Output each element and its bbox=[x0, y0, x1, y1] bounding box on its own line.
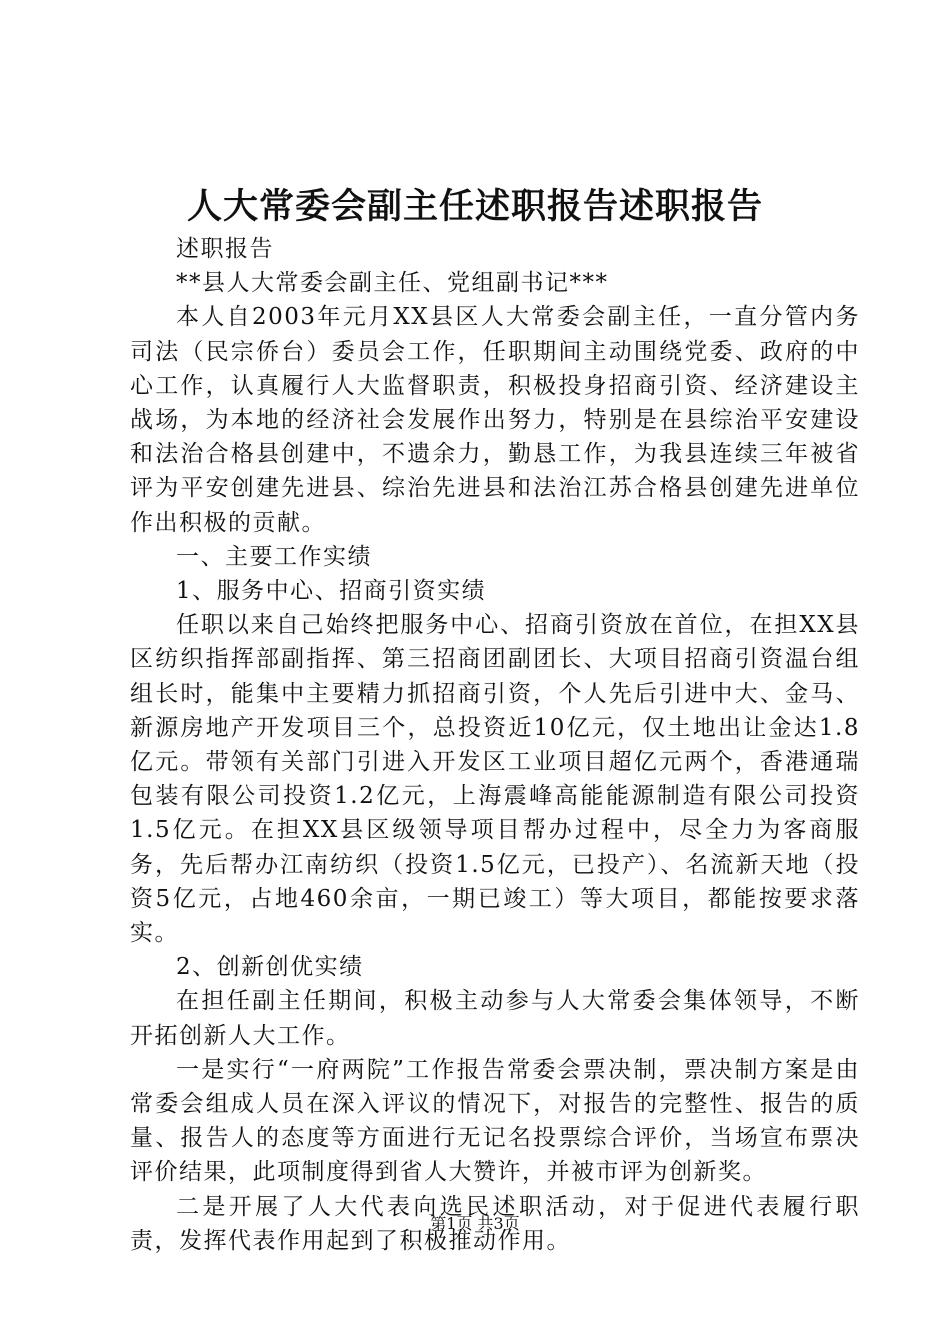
paragraph-innovation-intro: 在担任副主任期间，积极主动参与人大常委会集体领导，不断开拓创新人大工作。 bbox=[130, 988, 860, 1049]
document-title: 人大常委会副主任述职报告述职报告 bbox=[186, 186, 763, 227]
section-heading-main-achievements: 一、主要工作实绩 bbox=[176, 543, 372, 570]
paragraph-deputy-reporting: 二是开展了人大代表向选民述职活动，对于促进代表履行职责，发挥代表作用起到了积极推动作用。 bbox=[130, 1193, 860, 1254]
paragraph-author-line: **县人大常委会副主任、党组副书记*** bbox=[176, 270, 609, 297]
page-footer: 第1页 共3页 bbox=[430, 1214, 520, 1233]
subsection-heading-innovation: 2、创新创优实绩 bbox=[176, 954, 364, 981]
document-body bbox=[130, 232, 860, 1258]
paragraph-report-label: 述职报告 bbox=[176, 236, 274, 262]
paragraph-voting-system: 一是实行“一府两院”工作报告常委会票决制，票决制方案是由常委会组成人员在深入评议的情况下，对报告的完整性、报告的质量、报告人的态度等方面进行无记名投票综合评价，当场宣布票决评价结果，此项制度得到省人大赞许，并被市评为创新奖。 bbox=[130, 1056, 860, 1186]
paragraph-intro: 本人自2003年元月XX县区人大常委会副主任，一直分管内务司法（民宗侨台）委员会工作，任职期间主动围绕党委、政府的中心工作，认真履行人大监督职责，积极投身招商引资、经济建设主战场，为本地的经济社会发展作出努力，特别是在县综治平安建设和法治合格县创建中，不遗余力，勤恳工作，为我县连续三年被省评为平安创建先进县、综治先进县和法治江苏合格县创建先进单位作出积极的贡献。 bbox=[130, 304, 860, 536]
subsection-heading-investment: 1、服务中心、招商引资实绩 bbox=[176, 578, 487, 605]
paragraph-investment: 任职以来自己始终把服务中心、招商引资放在首位，在担XX县区纺织指挥部副指挥、第三招商团副团长、大项目招商引资温台组组长时，能集中主要精力抓招商引资，个人先后引进中大、金马、新源房地产开发项目三个，总投资近10亿元，仅土地出让金达1.8亿元。带领有关部门引进入开发区工业项目超亿元两个，香港通瑞包装有限公司投资1.2亿元，上海震峰高能能源制造有限公司投资1.5亿元。在担XX县区级领导项目帮办过程中，尽全力为客商服务，先后帮办江南纺织（投资1.5亿元，已投产）、名流新天地（投资5亿元，占地460余亩，一期已竣工）等大项目，都能按要求落实。 bbox=[130, 612, 860, 947]
